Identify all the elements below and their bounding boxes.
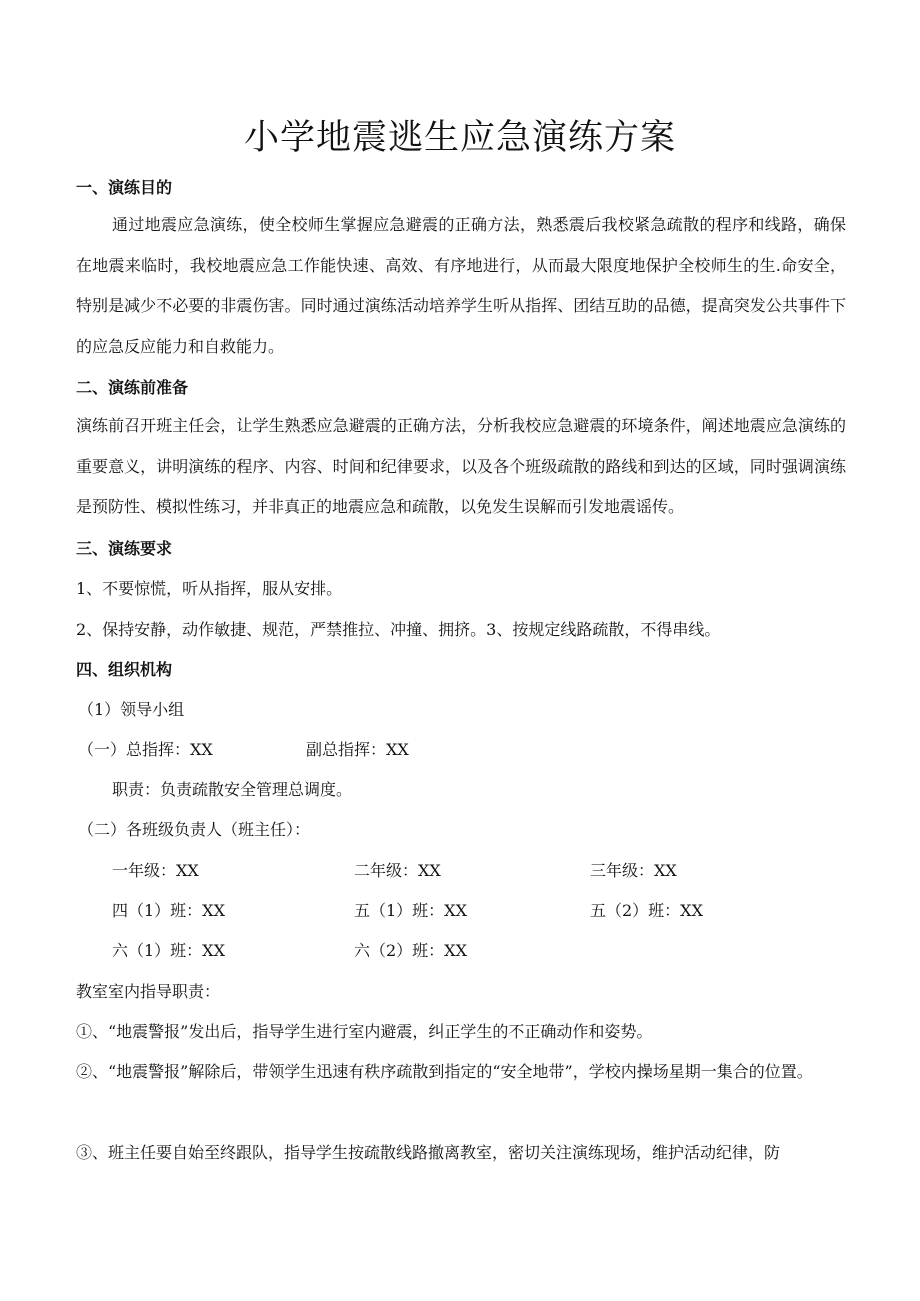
requirement-item-2: 2、保持安静，动作敏捷、规范，严禁推拉、冲撞、拥挤。3、按规定线路疏散，不得串线。 <box>76 620 721 639</box>
grade-leader-5: 五（1）班：XX <box>354 901 467 920</box>
section-heading-organization: 四、组织机构 <box>76 660 173 679</box>
commander-line: （一）总指挥：XX <box>78 740 213 759</box>
grade-leader-2: 二年级：XX <box>354 861 441 880</box>
section-body-purpose: 通过地震应急演练，使全校师生掌握应急避震的正确方法，熟悉震后我校紧急疏散的程序和线路，确保在地震来临时，我校地震应急工作能快速、高效、有序地进行，从而最大限度地保护全校师生的生.命安全，特别是减少不必要的非震伤害。同时通过演练活动培养学生听从指挥、团结互助的品德，提高突发公共事件下的应急反应能力和自救能力。 <box>76 215 846 356</box>
section-heading-purpose: 一、演练目的 <box>76 178 173 197</box>
guide-duty-title: 教室室内指导职责： <box>76 982 221 1001</box>
grade-leader-6: 五（2）班：XX <box>590 901 703 920</box>
class-leaders-label: （二）各班级负责人（班主任）： <box>78 820 311 839</box>
commander-duty: 职责：负责疏散安全管理总调度。 <box>112 780 353 799</box>
section-heading-preparation: 二、演练前准备 <box>76 378 189 397</box>
section-heading-requirements: 三、演练要求 <box>76 539 173 558</box>
guide-duty-3: ③、班主任要自始至终跟队，指导学生按疏散线路撤离教室，密切关注演练现场，维护活动纪律，防 <box>76 1143 781 1162</box>
guide-duty-1: ①、“地震警报”发出后，指导学生进行室内避震，纠正学生的不正确动作和姿势。 <box>76 1022 653 1041</box>
grade-leader-8: 六（2）班：XX <box>354 941 467 960</box>
deputy-commander-line: 副总指挥：XX <box>306 740 409 759</box>
grade-leader-1: 一年级：XX <box>112 861 199 880</box>
grade-leader-3: 三年级：XX <box>590 861 677 880</box>
grade-leader-7: 六（1）班：XX <box>112 941 225 960</box>
section-body-preparation: 演练前召开班主任会，让学生熟悉应急避震的正确方法，分析我校应急避震的环境条件，阐述地震应急演练的重要意义，讲明演练的程序、内容、时间和纪律要求，以及各个班级疏散的路线和到达的区域，同时强调演练是预防性、模拟性练习，并非真正的地震应急和疏散，以免发生误解而引发地震谣传。 <box>76 416 846 516</box>
guide-duty-2: ②、“地震警报”解除后，带领学生迅速有秩序疏散到指定的“安全地带”，学校内操场星期一集合的位置。 <box>76 1062 813 1081</box>
requirement-item-1: 1、不要惊慌，听从指挥，服从安排。 <box>76 579 343 598</box>
grade-leader-4: 四（1）班：XX <box>112 901 225 920</box>
document-title: 小学地震逃生应急演练方案 <box>243 118 676 158</box>
leadership-group-label: （1）领导小组 <box>78 700 185 719</box>
